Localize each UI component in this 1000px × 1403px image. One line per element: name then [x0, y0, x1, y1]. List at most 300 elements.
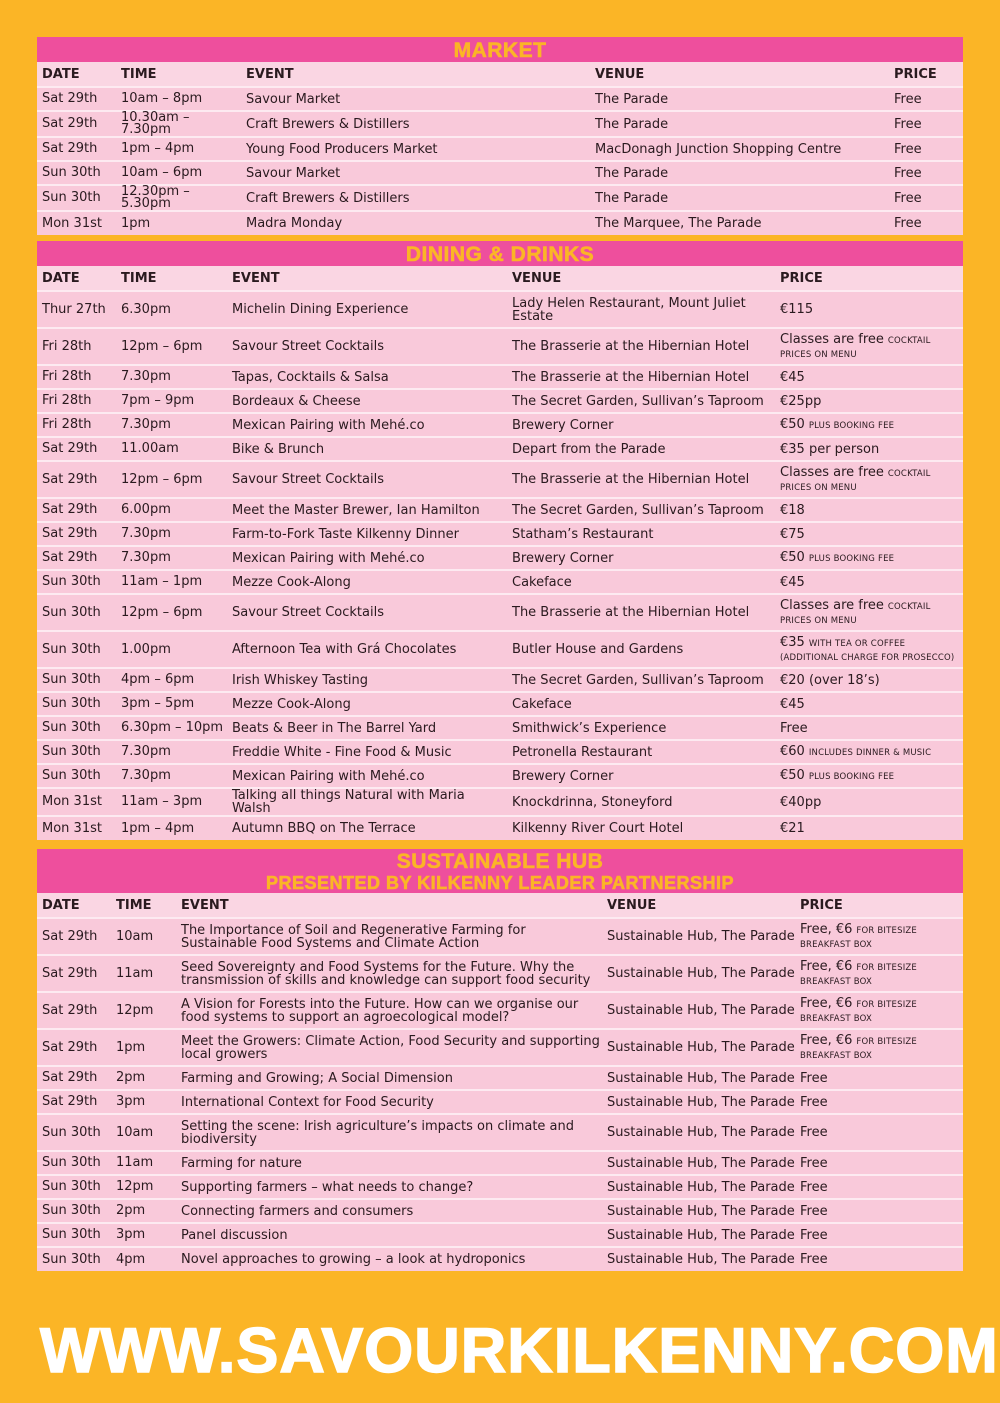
cell-time: 7.30pm	[116, 740, 227, 764]
hub-subtitle: PRESENTED BY KILKENNY LEADER PARTNERSHIP	[265, 873, 735, 893]
price-note: COCKTAIL PRICES ON MENU	[780, 601, 931, 626]
cell-time: 4pm – 6pm	[116, 668, 227, 692]
hub-section	[37, 849, 963, 1271]
cell-event: A Vision for Forests into the Future. How can we organise our food systems to support an agroecological model?	[176, 992, 602, 1029]
price-text: Free	[894, 216, 922, 231]
cell-date: Sat 29th	[37, 992, 111, 1029]
cell-time: 12pm – 6pm	[116, 328, 227, 365]
price-text: €45	[780, 696, 805, 712]
cell-time: 11am	[111, 1151, 176, 1175]
cell-price	[795, 992, 963, 1029]
cell-price	[775, 631, 963, 668]
cell-venue: Smithwick’s Experience	[507, 716, 775, 740]
cell-price	[775, 413, 963, 437]
cell-venue: Statham’s Restaurant	[507, 522, 775, 546]
price-text: Free, €6	[800, 921, 853, 937]
cell-venue: Sustainable Hub, The Parade	[602, 1151, 795, 1175]
cell-venue: Lady Helen Restaurant, Mount Juliet Estate	[507, 291, 775, 328]
cell-venue: MacDonagh Junction Shopping Centre	[590, 137, 889, 161]
cell-time: 1pm	[116, 211, 241, 235]
cell-time: 3pm	[111, 1090, 176, 1114]
cell-date: Sun 30th	[37, 1114, 111, 1151]
cell-date: Sun 30th	[37, 161, 116, 185]
cell-date: Sun 30th	[37, 594, 116, 631]
cell-date: Sat 29th	[37, 1090, 111, 1114]
column-header-price: PRICE	[795, 893, 963, 918]
cell-time: 11am – 3pm	[116, 788, 227, 816]
cell-price	[795, 1247, 963, 1271]
cell-venue: The Parade	[590, 185, 889, 211]
cell-time: 7pm – 9pm	[116, 389, 227, 413]
price-text: €35	[780, 634, 805, 650]
column-header-venue: VENUE	[590, 62, 889, 87]
price-text: €50	[780, 768, 805, 783]
price-text: €50	[780, 417, 805, 432]
price-note: COCKTAIL PRICES ON MENU	[780, 468, 931, 493]
cell-event: Savour Market	[241, 87, 590, 111]
cell-time: 11am	[111, 955, 176, 992]
cell-event: Beats & Beer in The Barrel Yard	[227, 716, 507, 740]
table-row	[37, 365, 963, 389]
table-row	[37, 788, 963, 816]
price-text: €75	[780, 526, 805, 542]
table-row	[37, 461, 963, 498]
cell-price	[795, 1199, 963, 1223]
cell-event: Mexican Pairing with Mehé.co	[227, 546, 507, 570]
table-row	[37, 1223, 963, 1247]
cell-venue: Sustainable Hub, The Parade	[602, 1199, 795, 1223]
table-row	[37, 1114, 963, 1151]
hub-title-band	[37, 849, 963, 893]
table-row	[37, 161, 963, 185]
cell-venue: Petronella Restaurant	[507, 740, 775, 764]
table-row	[37, 740, 963, 764]
cell-date: Sat 29th	[37, 111, 116, 137]
cell-event: Mezze Cook-Along	[227, 570, 507, 594]
cell-time: 7.30pm	[116, 522, 227, 546]
column-header-venue: VENUE	[507, 266, 775, 291]
cell-price	[795, 1090, 963, 1114]
cell-date: Mon 31st	[37, 211, 116, 235]
price-note: WITH TEA OR COFFEE (ADDITIONAL CHARGE FOR PROSECCO)	[780, 638, 955, 663]
cell-venue: Sustainable Hub, The Parade	[602, 918, 795, 955]
cell-price	[795, 1223, 963, 1247]
cell-venue: Butler House and Gardens	[507, 631, 775, 668]
cell-venue: Cakeface	[507, 570, 775, 594]
cell-venue: The Brasserie at the Hibernian Hotel	[507, 365, 775, 389]
cell-date: Sun 30th	[37, 764, 116, 788]
cell-event: Meet the Master Brewer, Ian Hamilton	[227, 498, 507, 522]
table-row	[37, 668, 963, 692]
cell-date: Sat 29th	[37, 955, 111, 992]
cell-date: Sun 30th	[37, 631, 116, 668]
table-row	[37, 389, 963, 413]
column-header-venue: VENUE	[602, 893, 795, 918]
cell-venue: Sustainable Hub, The Parade	[602, 992, 795, 1029]
cell-event: Savour Market	[241, 161, 590, 185]
cell-price	[795, 1175, 963, 1199]
cell-event: Savour Street Cocktails	[227, 594, 507, 631]
cell-event: Meet the Growers: Climate Action, Food Security and supporting local growers	[176, 1029, 602, 1066]
cell-date: Sun 30th	[37, 1175, 111, 1199]
website-url[interactable]: WWW.SAVOURKILKENNY.COM	[40, 1316, 999, 1386]
dining-table	[37, 266, 963, 840]
cell-venue: Sustainable Hub, The Parade	[602, 1114, 795, 1151]
price-text: Free, €6	[800, 995, 853, 1011]
price-text: €60	[780, 744, 805, 759]
cell-price	[775, 437, 963, 461]
cell-price	[889, 161, 963, 185]
table-row	[37, 1090, 963, 1114]
table-row	[37, 87, 963, 111]
price-text: €25pp	[780, 393, 822, 409]
cell-time: 2pm	[111, 1066, 176, 1090]
table-row	[37, 522, 963, 546]
cell-date: Sun 30th	[37, 1247, 111, 1271]
column-header-date: DATE	[37, 266, 116, 291]
table-row	[37, 185, 963, 211]
cell-price	[775, 498, 963, 522]
price-note: FOR BITESIZE BREAKFAST BOX	[800, 999, 917, 1024]
price-text: Classes are free	[780, 331, 884, 347]
cell-venue: Brewery Corner	[507, 764, 775, 788]
cell-event: International Context for Food Security	[176, 1090, 602, 1114]
price-text: €20 (over 18’s)	[780, 672, 880, 688]
cell-date: Sun 30th	[37, 668, 116, 692]
cell-price	[775, 668, 963, 692]
market-table-body	[37, 87, 963, 235]
cell-event: Talking all things Natural with Maria Walsh	[227, 788, 507, 816]
cell-price	[795, 1151, 963, 1175]
hub-title: SUSTAINABLE HUB	[396, 850, 604, 873]
cell-time: 10am – 6pm	[116, 161, 241, 185]
cell-date: Fri 28th	[37, 328, 116, 365]
hub-table-body	[37, 918, 963, 1271]
price-note: FOR BITESIZE BREAKFAST BOX	[800, 962, 917, 987]
cell-time: 10am – 8pm	[116, 87, 241, 111]
price-note: PLUS BOOKING FEE	[808, 554, 895, 564]
price-text: €115	[780, 302, 814, 317]
price-note: INCLUDES DINNER & MUSIC	[808, 748, 932, 758]
cell-time: 2pm	[111, 1199, 176, 1223]
cell-price	[795, 1066, 963, 1090]
price-text: Free	[800, 1203, 828, 1219]
price-text: €45	[780, 369, 805, 385]
cell-price	[775, 389, 963, 413]
cell-venue: Cakeface	[507, 692, 775, 716]
column-header-time: TIME	[116, 62, 241, 87]
cell-price	[775, 594, 963, 631]
cell-price	[889, 111, 963, 137]
price-text: Free	[800, 1094, 828, 1110]
cell-date: Sat 29th	[37, 437, 116, 461]
table-row	[37, 291, 963, 328]
column-header-time: TIME	[111, 893, 176, 918]
cell-time: 12pm – 6pm	[116, 461, 227, 498]
cell-event: Seed Sovereignty and Food Systems for the Future. Why the transmission of skills and knowledge can support food security	[176, 955, 602, 992]
cell-venue: Sustainable Hub, The Parade	[602, 1029, 795, 1066]
cell-time: 4pm	[111, 1247, 176, 1271]
price-note: FOR BITESIZE BREAKFAST BOX	[800, 1036, 917, 1061]
table-row	[37, 1029, 963, 1066]
cell-price	[775, 740, 963, 764]
cell-price	[889, 87, 963, 111]
cell-venue: Kilkenny River Court Hotel	[507, 816, 775, 840]
table-row	[37, 1247, 963, 1271]
cell-date: Sun 30th	[37, 1223, 111, 1247]
cell-date: Sat 29th	[37, 137, 116, 161]
table-row	[37, 692, 963, 716]
column-header-time: TIME	[116, 266, 227, 291]
price-text: €50	[780, 550, 805, 565]
price-text: Free	[894, 165, 922, 181]
cell-event: Savour Street Cocktails	[227, 461, 507, 498]
cell-date: Sun 30th	[37, 185, 116, 211]
cell-date: Sat 29th	[37, 546, 116, 570]
column-header-price: PRICE	[889, 62, 963, 87]
cell-event: Mezze Cook-Along	[227, 692, 507, 716]
cell-date: Mon 31st	[37, 816, 116, 840]
cell-event: Young Food Producers Market	[241, 137, 590, 161]
price-text: Free, €6	[800, 958, 853, 974]
table-row	[37, 1151, 963, 1175]
cell-event: Panel discussion	[176, 1223, 602, 1247]
cell-price	[775, 716, 963, 740]
cell-date: Thur 27th	[37, 291, 116, 328]
dining-table-body	[37, 291, 963, 840]
hub-table	[37, 893, 963, 1271]
market-header-row	[37, 62, 963, 87]
cell-venue: The Parade	[590, 161, 889, 185]
cell-time: 7.30pm	[116, 413, 227, 437]
price-text: €21	[780, 821, 805, 836]
cell-time: 7.30pm	[116, 546, 227, 570]
dining-title: DINING & DRINKS	[37, 241, 963, 266]
cell-venue: Sustainable Hub, The Parade	[602, 1175, 795, 1199]
cell-price	[775, 522, 963, 546]
price-text: Free	[800, 1125, 828, 1140]
cell-time: 1.00pm	[116, 631, 227, 668]
cell-date: Sat 29th	[37, 461, 116, 498]
price-note: COCKTAIL PRICES ON MENU	[780, 335, 931, 360]
cell-event: Craft Brewers & Distillers	[241, 111, 590, 137]
cell-venue: Depart from the Parade	[507, 437, 775, 461]
cell-time: 3pm – 5pm	[116, 692, 227, 716]
cell-date: Sat 29th	[37, 87, 116, 111]
cell-price	[775, 570, 963, 594]
dining-section	[37, 241, 963, 840]
table-row	[37, 437, 963, 461]
table-row	[37, 1066, 963, 1090]
cell-venue: The Marquee, The Parade	[590, 211, 889, 235]
table-row	[37, 498, 963, 522]
cell-time: 12pm	[111, 992, 176, 1029]
cell-venue: Sustainable Hub, The Parade	[602, 1223, 795, 1247]
cell-venue: The Parade	[590, 111, 889, 137]
cell-date: Fri 28th	[37, 413, 116, 437]
cell-venue: Brewery Corner	[507, 546, 775, 570]
cell-event: Setting the scene: Irish agriculture’s impacts on climate and biodiversity	[176, 1114, 602, 1151]
cell-price	[775, 788, 963, 816]
cell-date: Sun 30th	[37, 716, 116, 740]
price-text: Free	[800, 1070, 828, 1086]
table-row	[37, 716, 963, 740]
cell-time: 10am	[111, 918, 176, 955]
table-row	[37, 111, 963, 137]
cell-price	[775, 328, 963, 365]
column-header-event: EVENT	[227, 266, 507, 291]
cell-event: The Importance of Soil and Regenerative Farming for Sustainable Food Systems and Climate Action	[176, 918, 602, 955]
market-title: MARKET	[37, 37, 963, 62]
cell-date: Sun 30th	[37, 570, 116, 594]
cell-time: 10.30am – 7.30pm	[116, 111, 241, 137]
cell-time: 1pm – 4pm	[116, 816, 227, 840]
price-text: €45	[780, 574, 805, 590]
cell-time: 12.30pm – 5.30pm	[116, 185, 241, 211]
price-text: €35 per person	[780, 441, 880, 457]
cell-price	[775, 546, 963, 570]
cell-venue: The Secret Garden, Sullivan’s Taproom	[507, 389, 775, 413]
cell-venue: Sustainable Hub, The Parade	[602, 1066, 795, 1090]
cell-event: Irish Whiskey Tasting	[227, 668, 507, 692]
table-row	[37, 992, 963, 1029]
cell-event: Craft Brewers & Distillers	[241, 185, 590, 211]
cell-event: Savour Street Cocktails	[227, 328, 507, 365]
cell-event: Freddie White - Fine Food & Music	[227, 740, 507, 764]
cell-time: 12pm	[111, 1175, 176, 1199]
cell-venue: Knockdrinna, Stoneyford	[507, 788, 775, 816]
price-note: FOR BITESIZE BREAKFAST BOX	[800, 925, 917, 950]
dining-header-row	[37, 266, 963, 291]
table-row	[37, 1175, 963, 1199]
table-row	[37, 137, 963, 161]
price-text: Free	[894, 91, 922, 107]
column-header-date: DATE	[37, 62, 116, 87]
cell-venue: Brewery Corner	[507, 413, 775, 437]
price-text: €18	[780, 502, 805, 518]
cell-event: Farm-to-Fork Taste Kilkenny Dinner	[227, 522, 507, 546]
cell-event: Michelin Dining Experience	[227, 291, 507, 328]
cell-event: Mexican Pairing with Mehé.co	[227, 764, 507, 788]
cell-venue: Sustainable Hub, The Parade	[602, 955, 795, 992]
cell-event: Novel approaches to growing – a look at hydroponics	[176, 1247, 602, 1271]
cell-date: Sun 30th	[37, 692, 116, 716]
cell-venue: The Parade	[590, 87, 889, 111]
cell-time: 10am	[111, 1114, 176, 1151]
table-row	[37, 631, 963, 668]
cell-date: Fri 28th	[37, 365, 116, 389]
price-text: Free	[800, 1155, 828, 1171]
price-text: Free	[894, 190, 922, 206]
table-row	[37, 211, 963, 235]
cell-price	[795, 1029, 963, 1066]
cell-price	[775, 291, 963, 328]
cell-date: Sat 29th	[37, 1029, 111, 1066]
cell-date: Sat 29th	[37, 1066, 111, 1090]
price-text: €40pp	[780, 794, 822, 810]
cell-date: Sat 29th	[37, 918, 111, 955]
table-row	[37, 764, 963, 788]
column-header-event: EVENT	[241, 62, 590, 87]
market-section	[37, 37, 963, 235]
cell-time: 6.30pm	[116, 291, 227, 328]
table-row	[37, 413, 963, 437]
column-header-date: DATE	[37, 893, 111, 918]
cell-price	[795, 918, 963, 955]
table-row	[37, 955, 963, 992]
cell-time: 1pm – 4pm	[116, 137, 241, 161]
cell-venue: The Brasserie at the Hibernian Hotel	[507, 328, 775, 365]
cell-venue: Sustainable Hub, The Parade	[602, 1247, 795, 1271]
cell-price	[795, 1114, 963, 1151]
cell-venue: The Brasserie at the Hibernian Hotel	[507, 461, 775, 498]
cell-time: 1pm	[111, 1029, 176, 1066]
table-row	[37, 1199, 963, 1223]
cell-venue: The Secret Garden, Sullivan’s Taproom	[507, 498, 775, 522]
cell-time: 7.30pm	[116, 365, 227, 389]
price-text: Free, €6	[800, 1032, 853, 1048]
cell-event: Mexican Pairing with Mehé.co	[227, 413, 507, 437]
column-header-event: EVENT	[176, 893, 602, 918]
cell-event: Bike & Brunch	[227, 437, 507, 461]
cell-time: 12pm – 6pm	[116, 594, 227, 631]
cell-date: Sat 29th	[37, 498, 116, 522]
cell-price	[775, 764, 963, 788]
price-text: Free	[800, 1252, 828, 1267]
cell-event: Madra Monday	[241, 211, 590, 235]
table-row	[37, 570, 963, 594]
table-row	[37, 328, 963, 365]
cell-date: Sun 30th	[37, 1199, 111, 1223]
price-text: Classes are free	[780, 597, 884, 613]
cell-event: Connecting farmers and consumers	[176, 1199, 602, 1223]
table-row	[37, 816, 963, 840]
cell-date: Sat 29th	[37, 522, 116, 546]
price-text: Classes are free	[780, 464, 884, 480]
cell-time: 11.00am	[116, 437, 227, 461]
market-table	[37, 62, 963, 235]
price-note: PLUS BOOKING FEE	[808, 421, 895, 431]
cell-date: Fri 28th	[37, 389, 116, 413]
cell-date: Mon 31st	[37, 788, 116, 816]
cell-price	[775, 365, 963, 389]
cell-event: Supporting farmers – what needs to change?	[176, 1175, 602, 1199]
cell-event: Autumn BBQ on The Terrace	[227, 816, 507, 840]
cell-time: 6.30pm – 10pm	[116, 716, 227, 740]
column-header-price: PRICE	[775, 266, 963, 291]
cell-time: 11am – 1pm	[116, 570, 227, 594]
cell-time: 6.00pm	[116, 498, 227, 522]
cell-time: 7.30pm	[116, 764, 227, 788]
cell-price	[775, 692, 963, 716]
cell-price	[775, 816, 963, 840]
cell-event: Farming and Growing; A Social Dimension	[176, 1066, 602, 1090]
price-note: PLUS BOOKING FEE	[808, 772, 895, 782]
cell-date: Sun 30th	[37, 740, 116, 764]
price-text: Free	[894, 141, 922, 157]
hub-header-row	[37, 893, 963, 918]
price-text: Free	[780, 720, 808, 736]
price-text: Free	[894, 116, 922, 132]
cell-price	[775, 461, 963, 498]
cell-time: 3pm	[111, 1223, 176, 1247]
cell-price	[889, 137, 963, 161]
cell-date: Sun 30th	[37, 1151, 111, 1175]
cell-event: Tapas, Cocktails & Salsa	[227, 365, 507, 389]
cell-event: Farming for nature	[176, 1151, 602, 1175]
table-row	[37, 918, 963, 955]
cell-price	[889, 185, 963, 211]
